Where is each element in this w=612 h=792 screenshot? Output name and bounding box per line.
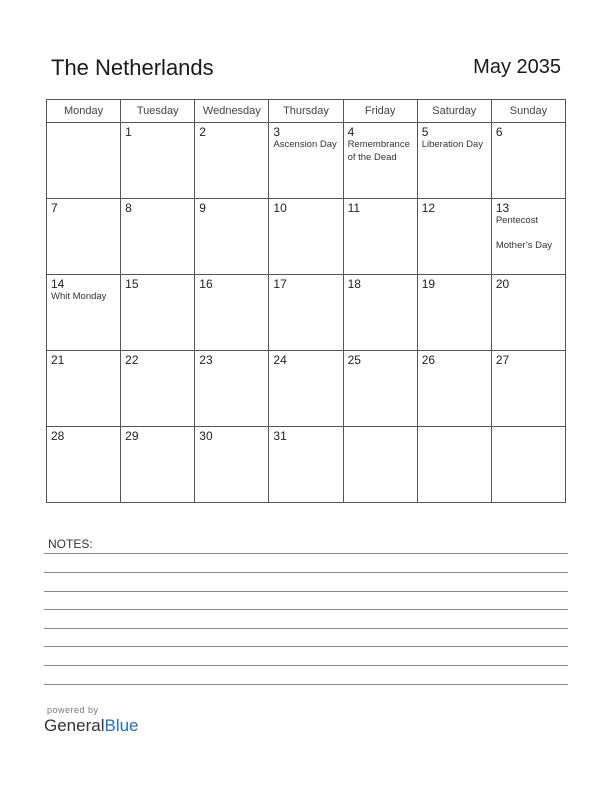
day-number: 21: [51, 353, 65, 367]
day-number: 17: [273, 277, 287, 291]
holiday-label: Mother’s Day: [495, 239, 552, 251]
day-number: 7: [51, 201, 58, 215]
day-cell: [343, 199, 417, 275]
day-number: 20: [495, 277, 510, 291]
day-cell: [417, 199, 491, 275]
day-number: 25: [347, 353, 361, 367]
calendar-body: [47, 123, 566, 503]
brand-logo: [44, 716, 139, 736]
day-cell: [269, 427, 343, 503]
weekday-wednesday: Wednesday: [195, 100, 269, 123]
note-line: [44, 591, 568, 592]
day-number: 19: [421, 277, 436, 291]
day-cell: [47, 351, 121, 427]
day-cell: [491, 123, 565, 199]
day-cell: [195, 351, 269, 427]
day-number: 2: [199, 125, 206, 139]
holiday-label: Remembrance of the Dead: [347, 139, 410, 163]
day-cell: [417, 351, 491, 427]
day-number: 28: [51, 429, 65, 443]
day-number: 16: [199, 277, 213, 291]
weekday-tuesday: Tuesday: [121, 100, 195, 123]
day-number: 4: [347, 125, 355, 139]
note-line: [44, 646, 568, 647]
day-number: 9: [199, 201, 206, 215]
week-row: [47, 427, 566, 503]
brand-blue: Blue: [104, 716, 139, 735]
weekday-sunday: Sunday: [491, 100, 565, 123]
week-row: [47, 275, 566, 351]
calendar-title: The Netherlands: [51, 55, 214, 80]
day-cell: [343, 123, 417, 199]
day-cell: [121, 199, 195, 275]
day-cell: [491, 427, 565, 503]
day-number: 24: [273, 353, 287, 367]
weekday-saturday: Saturday: [417, 100, 491, 123]
brand-general: General: [44, 716, 105, 735]
day-number: 27: [495, 353, 510, 367]
day-cell: [269, 199, 343, 275]
day-cell: [195, 275, 269, 351]
day-number: 26: [421, 353, 436, 367]
day-cell: [195, 427, 269, 503]
day-cell: [269, 275, 343, 351]
day-number: 8: [125, 201, 132, 215]
day-cell: [269, 123, 343, 199]
day-cell: [121, 427, 195, 503]
day-cell: [343, 351, 417, 427]
day-number: 12: [421, 201, 436, 215]
day-number: 31: [273, 429, 287, 443]
day-number: 18: [347, 277, 361, 291]
day-number: 23: [199, 353, 213, 367]
day-number: 11: [347, 201, 361, 215]
day-cell: [195, 123, 269, 199]
weekday-monday: Monday: [47, 100, 121, 123]
week-row: [47, 123, 566, 199]
day-number: 30: [199, 429, 213, 443]
day-number: 10: [273, 201, 287, 215]
note-line: [44, 628, 568, 629]
day-cell: [417, 427, 491, 503]
day-cell: [47, 123, 121, 199]
holiday-label: Whit Monday: [51, 291, 107, 302]
calendar-grid: [46, 99, 566, 503]
day-cell: [121, 275, 195, 351]
day-number: 29: [125, 429, 139, 443]
day-cell: [47, 199, 121, 275]
weekday-header-row: [47, 100, 566, 123]
day-number: 3: [273, 125, 281, 139]
day-number: 6: [495, 125, 503, 139]
weekday-thursday: Thursday: [269, 100, 343, 123]
powered-by-text: powered by: [47, 705, 99, 715]
week-row: [47, 199, 566, 275]
day-cell: [491, 199, 565, 275]
day-cell: [491, 351, 565, 427]
weekday-friday: Friday: [343, 100, 417, 123]
day-cell: [195, 199, 269, 275]
note-line: [44, 572, 568, 573]
day-cell: [47, 275, 121, 351]
day-number: 5: [421, 125, 429, 139]
day-cell: [343, 275, 417, 351]
calendar-month: May 2035: [473, 56, 561, 78]
holiday-label: Pentecost: [495, 215, 539, 226]
day-cell: [121, 123, 195, 199]
holiday-label: Liberation Day: [421, 139, 483, 150]
day-number: 13: [495, 201, 510, 215]
holiday-label: Ascension Day: [273, 139, 337, 150]
day-number: 15: [125, 277, 139, 291]
day-cell: [491, 275, 565, 351]
day-cell: [343, 427, 417, 503]
note-line: [44, 553, 568, 554]
note-line: [44, 684, 568, 685]
day-cell: [417, 123, 491, 199]
note-line: [44, 609, 568, 610]
day-cell: [121, 351, 195, 427]
day-cell: [417, 275, 491, 351]
day-number: 22: [125, 353, 139, 367]
day-cell: [47, 427, 121, 503]
week-row: [47, 351, 566, 427]
notes-label: NOTES:: [48, 537, 93, 551]
day-number: 14: [51, 277, 65, 291]
day-cell: [269, 351, 343, 427]
note-line: [44, 665, 568, 666]
day-number: 1: [125, 125, 132, 139]
